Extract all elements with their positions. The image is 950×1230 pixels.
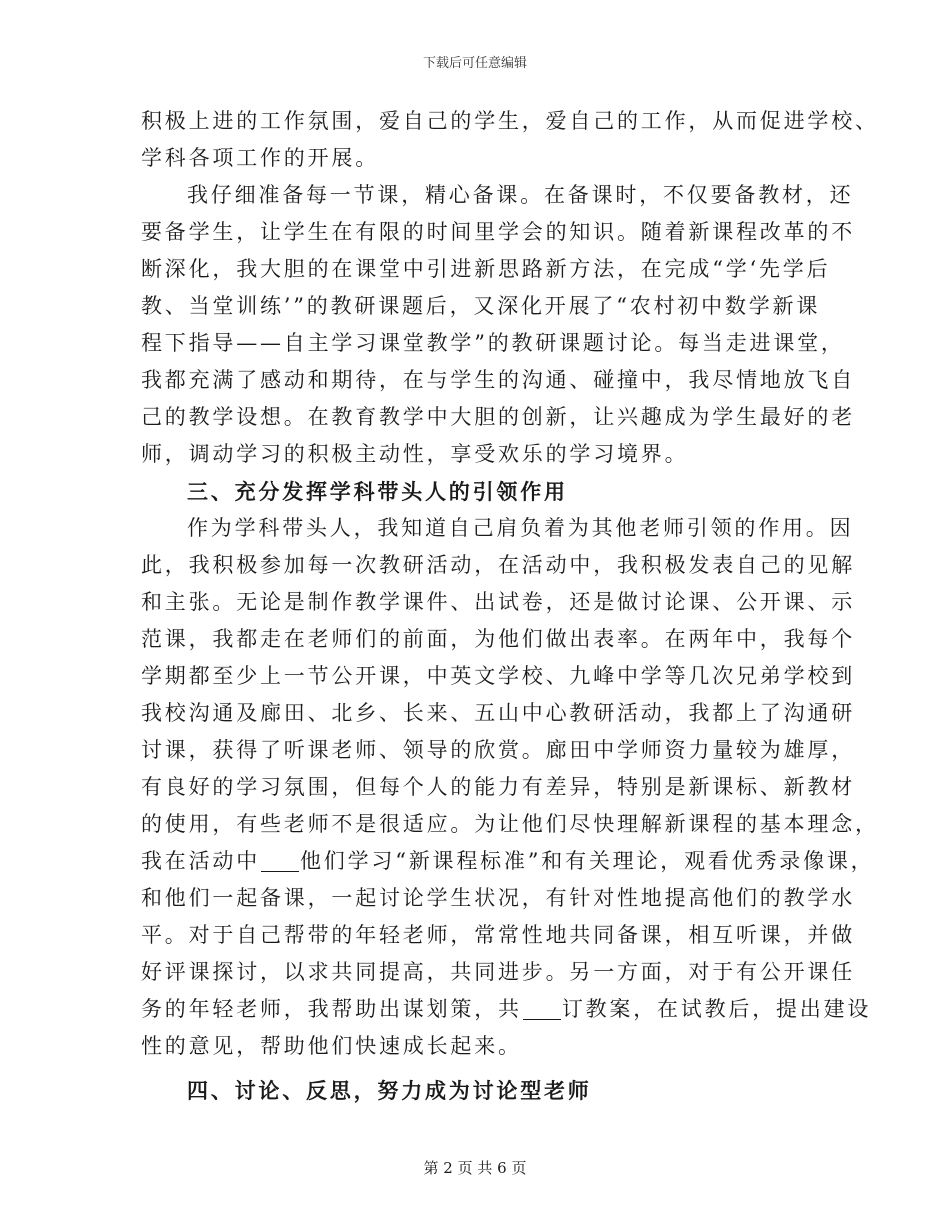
paragraph-line: 教、当堂训练’”的教研课题后，又深化开展了“农村初中数学新课 xyxy=(141,294,821,318)
paragraph-line: 和主张。无论是制作教学课件、出试卷，还是做讨论课、公开课、示 xyxy=(141,590,855,614)
paragraph-line: 我校沟通及廊田、北乡、长来、五山中心教研活动，我都上了沟通研 xyxy=(141,701,855,725)
line-segment: 他们学习“新课程标准”和有关理论，观看优秀录像课， xyxy=(300,849,875,873)
section-heading-4: 四、讨论、反思，努力成为讨论型老师 xyxy=(187,1078,592,1103)
paragraph-line: 我都充满了感动和期待，在与学生的沟通、碰撞中，我尽情地放飞自 xyxy=(141,368,855,392)
line-segment: 我在活动中 xyxy=(141,849,260,873)
paragraph-line xyxy=(141,843,950,880)
paragraph-line: 性的意见，帮助他们快速成长起来。 xyxy=(141,1034,522,1058)
section-heading-3: 三、充分发挥学科带头人的引领作用 xyxy=(187,479,568,504)
paragraph-line xyxy=(141,991,950,1028)
paragraph-line: 师，调动学习的积极主动性，享受欢乐的学习境界。 xyxy=(141,442,689,466)
paragraph-line: 学期都至少上一节公开课，中英文学校、九峰中学等几次兄弟学校到 xyxy=(141,664,855,688)
paragraph-line: 的使用，有些老师不是很适应。为让他们尽快理解新课程的基本理念， xyxy=(141,812,879,836)
paragraph-line: 范课，我都走在老师们的前面，为他们做出表率。在两年中，我每个 xyxy=(141,627,855,651)
page-header-note: 下载后可任意编辑 xyxy=(422,56,527,71)
paragraph-line: 积极上进的工作氛围，爱自己的学生，爱自己的工作，从而促进学校、 xyxy=(141,109,879,133)
document-body xyxy=(0,103,950,1109)
page-number: 第 2 页 共 6 页 xyxy=(423,1159,527,1177)
line-segment: 务的年轻老师，我帮助出谋划策，共 xyxy=(141,997,522,1021)
paragraph-line: 我仔细准备每一节课，精心备课。在备课时，不仅要备教材，还 xyxy=(187,183,854,207)
paragraph-line: 好评课探讨，以求共同提高，共同进步。另一方面，对于有公开课任 xyxy=(141,960,855,984)
paragraph-line: 程下指导——自主学习课堂教学”的教研课题讨论。每当走进课堂， xyxy=(141,331,845,355)
paragraph-line: 平。对于自己帮带的年轻老师，常常性地共同备课，相互听课，并做 xyxy=(141,923,855,947)
line-segment: 订教案，在试教后，提出建设 xyxy=(561,997,872,1021)
fill-blank xyxy=(523,1018,561,1020)
paragraph-line: 此，我积极参加每一次教研活动，在活动中，我积极发表自己的见解 xyxy=(141,553,855,577)
paragraph-line: 己的教学设想。在教育教学中大胆的创新，让兴趣成为学生最好的老 xyxy=(141,405,855,429)
paragraph-line: 和他们一起备课，一起讨论学生状况，有针对性地提高他们的教学水 xyxy=(141,886,855,910)
paragraph-line: 作为学科带头人，我知道自己肩负着为其他老师引领的作用。因 xyxy=(187,516,854,540)
paragraph-line: 要备学生，让学生在有限的时间里学会的知识。随着新课程改革的不 xyxy=(141,220,855,244)
paragraph-line: 断深化，我大胆的在课堂中引进新思路新方法，在完成“学‘先学后 xyxy=(141,257,831,281)
paragraph-line: 有良好的学习氛围，但每个人的能力有差异，特别是新课标、新教材 xyxy=(141,775,855,799)
paragraph-line: 讨课，获得了听课老师、领导的欣赏。廊田中学师资力量较为雄厚， xyxy=(141,738,855,762)
fill-blank xyxy=(261,870,299,872)
paragraph-line: 学科各项工作的开展。 xyxy=(141,146,379,170)
